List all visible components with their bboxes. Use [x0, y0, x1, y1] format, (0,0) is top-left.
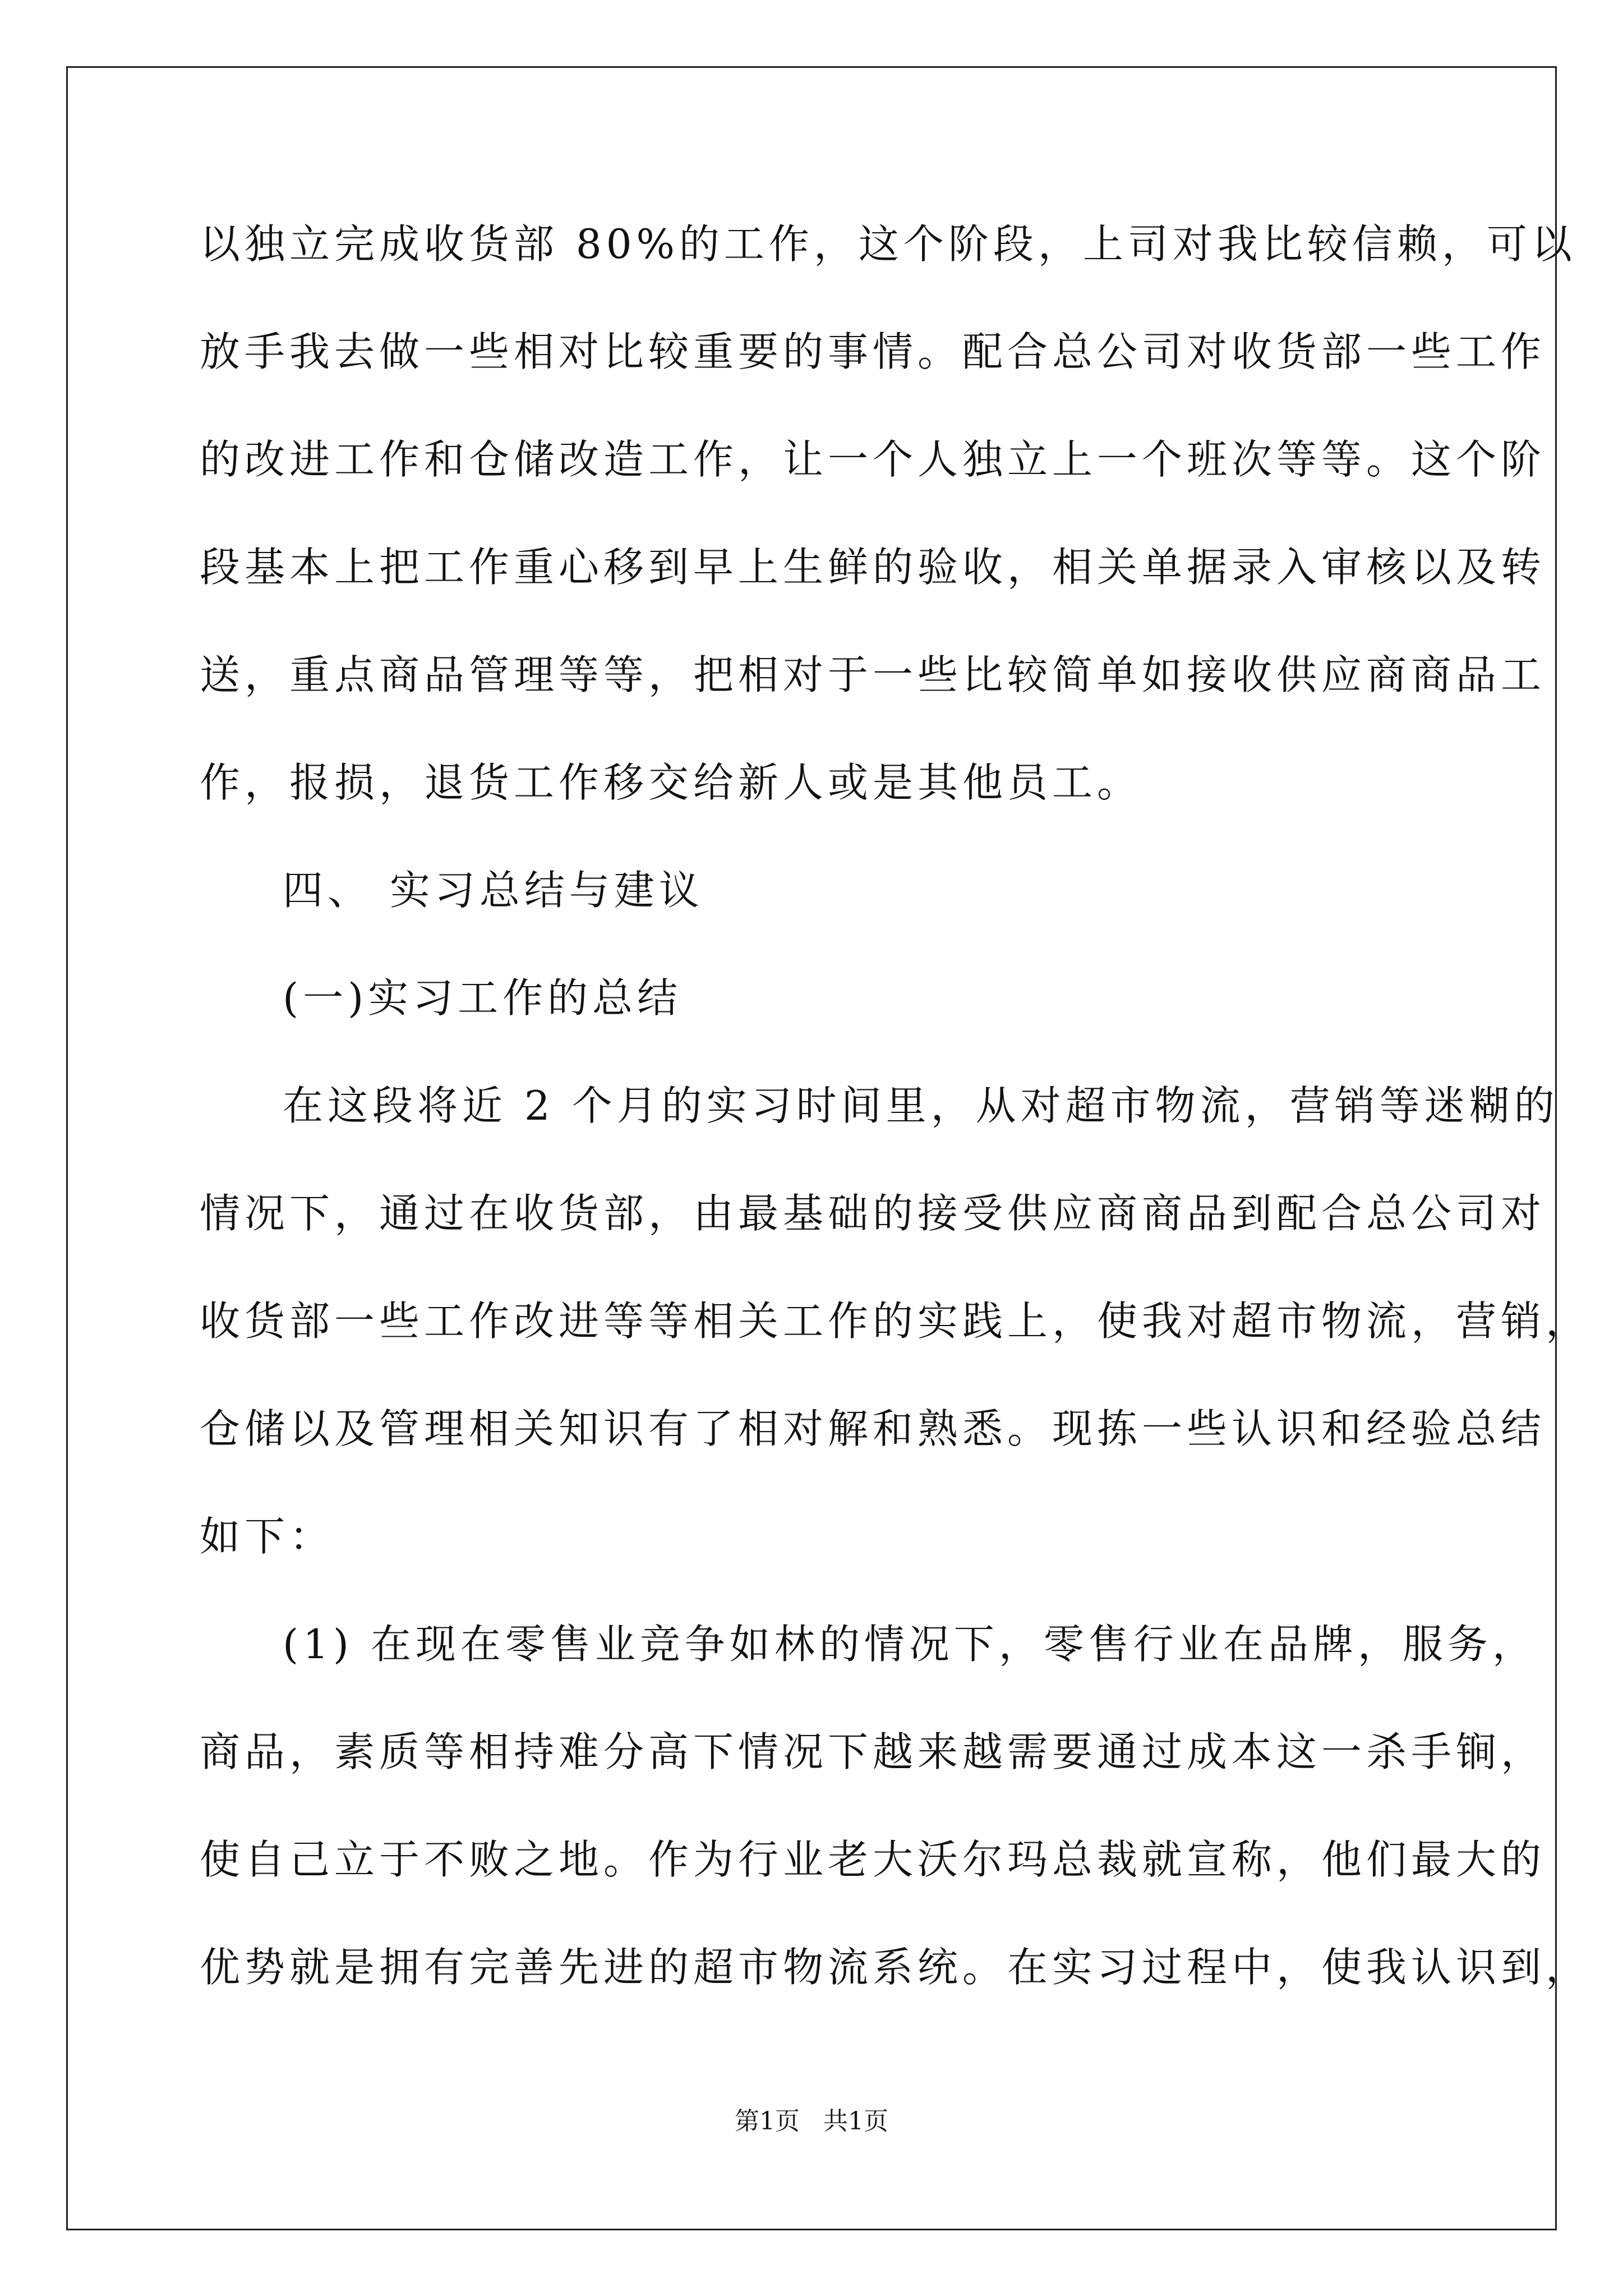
- paragraph-line: 商品，素质等相持难分高下情况下越来越需要通过成本这一杀手锏，: [200, 1728, 1546, 1775]
- paragraph-line: 情况下，通过在收货部，由最基础的接受供应商商品到配合总公司对: [200, 1190, 1546, 1237]
- paragraph-line: 的改进工作和仓储改造工作，让一个人独立上一个班次等等。这个阶: [200, 436, 1546, 483]
- paragraph-line: 作，报损，退货工作移交给新人或是其他员工。: [200, 759, 1142, 806]
- section-heading: 四、 实习总结与建议: [283, 867, 704, 914]
- paragraph-line: 放手我去做一些相对比较重要的事情。配合总公司对收货部一些工作: [200, 328, 1546, 375]
- paragraph-line: 如下：: [200, 1513, 335, 1560]
- paragraph-line: 仓储以及管理相关知识有了相对解和熟悉。现拣一些认识和经验总结: [200, 1405, 1546, 1452]
- paragraph-line: 在这段将近 2 个月的实习时间里，从对超市物流，营销等迷糊的: [283, 1082, 1559, 1129]
- paragraph-line: 送，重点商品管理等等，把相对于一些比较简单如接收供应商商品工: [200, 651, 1546, 698]
- paragraph-line: 以独立完成收货部 80%的工作，这个阶段，上司对我比较信赖，可以: [200, 220, 1576, 268]
- subsection-heading: (一)实习工作的总结: [283, 974, 683, 1022]
- page-footer: 第1页 共1页: [735, 2107, 888, 2136]
- paragraph-line: 优势就是拥有完善先进的超市物流系统。在实习过程中，使我认识到，: [200, 1944, 1591, 1991]
- paragraph-line: 使自己立于不败之地。作为行业老大沃尔玛总裁就宣称，他们最大的: [200, 1836, 1546, 1883]
- paragraph-line: 收货部一些工作改进等等相关工作的实践上，使我对超市物流，营销，: [200, 1297, 1591, 1345]
- list-item-line: (1) 在现在零售业竞争如林的情况下，零售行业在品牌，服务，: [283, 1621, 1537, 1668]
- document-body: [200, 213, 1591, 2044]
- paragraph-line: 段基本上把工作重心移到早上生鲜的验收，相关单据录入审核以及转: [200, 544, 1546, 591]
